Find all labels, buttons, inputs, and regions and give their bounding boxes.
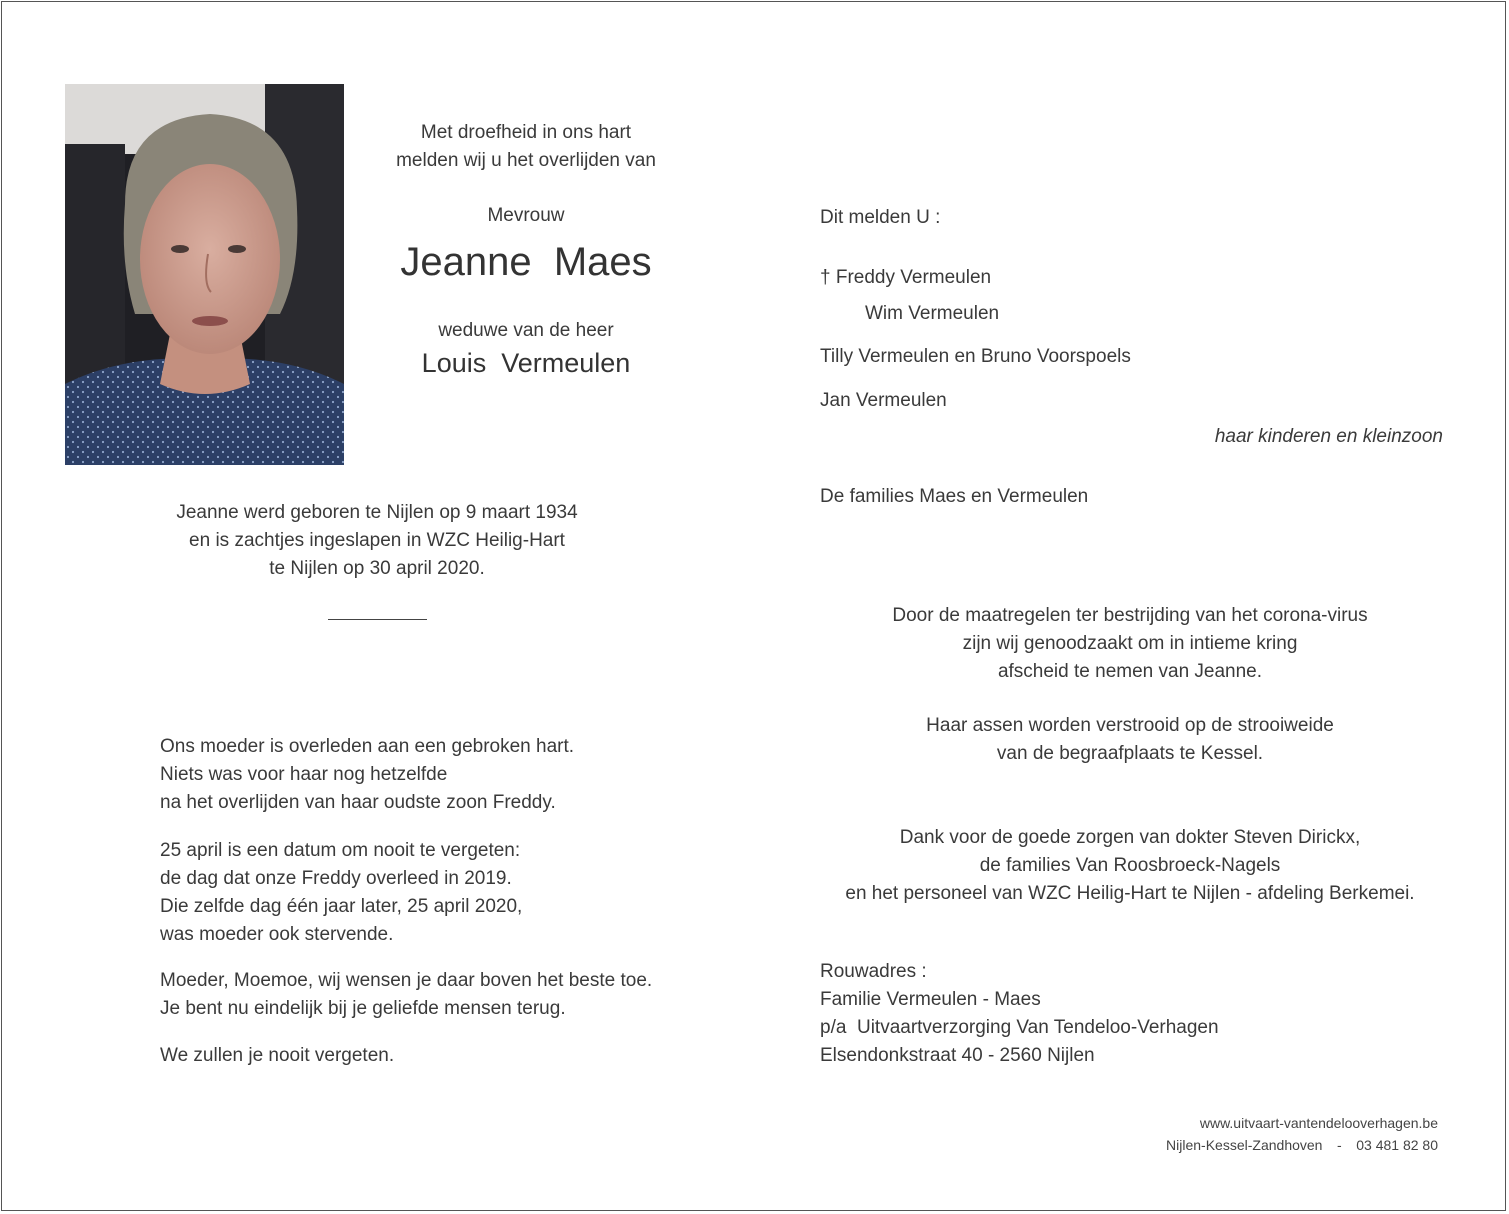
- footer-separator: -: [1337, 1137, 1342, 1153]
- notice-line: Dank voor de goede zorgen van dokter Steven Dirickx,: [899, 827, 1361, 848]
- relation-text: weduwe van de heer: [438, 320, 614, 341]
- poem-line: was moeder ook stervende.: [160, 924, 394, 945]
- poem-stanza-1: [160, 733, 574, 817]
- family-member: Tilly Vermeulen en Bruno Voorspoels: [820, 346, 1131, 367]
- poem-stanza-2: [160, 837, 522, 949]
- mourning-address: [820, 958, 1219, 1070]
- poem-line: Moeder, Moemoe, wij wensen je daar boven het beste toe.: [160, 970, 653, 991]
- poem-line: de dag dat onze Freddy overleed in 2019.: [160, 868, 512, 889]
- intro-text: [376, 119, 676, 175]
- address-line: Elsendonkstraat 40 - 2560 Nijlen: [820, 1045, 1095, 1066]
- poem-stanza-3: [160, 967, 652, 1023]
- address-line: p/a Uitvaartverzorging Van Tendeloo-Verhagen: [820, 1017, 1219, 1038]
- website-link[interactable]: www.uitvaart-vantendelooverhagen.be: [1199, 1115, 1438, 1131]
- poem-line: na het overlijden van haar oudste zoon Freddy.: [160, 792, 556, 813]
- intro-line-1: Met droefheid in ons hart: [420, 122, 632, 143]
- notice-line: van de begraafplaats te Kessel.: [996, 743, 1264, 764]
- birth-line: Jeanne werd geboren te Nijlen op 9 maart 1934: [176, 502, 578, 523]
- footer-locations: Nijlen-Kessel-Zandhoven: [1166, 1137, 1323, 1153]
- poem-line: Ons moeder is overleden aan een gebroken hart.: [160, 736, 575, 757]
- poem-line: Je bent nu eindelijk bij je geliefde mensen terug.: [160, 998, 566, 1019]
- family-member: Jan Vermeulen: [820, 390, 947, 411]
- poem-line: Niets was voor haar nog hetzelfde: [160, 764, 448, 785]
- footer-phone: 03 481 82 80: [1356, 1137, 1438, 1153]
- birth-info: [127, 499, 627, 583]
- birth-line: te Nijlen op 30 april 2020.: [269, 558, 485, 579]
- birth-line: en is zachtjes ingeslapen in WZC Heilig-Hart: [189, 530, 565, 551]
- poem-line: 25 april is een datum om nooit te vergeten:: [160, 840, 521, 861]
- family-member: † Freddy Vermeulen: [820, 267, 992, 288]
- families-line: De families Maes en Vermeulen: [820, 486, 1089, 507]
- deceased-name: Jeanne Maes: [400, 240, 652, 284]
- notice-line: de families Van Roosbroeck-Nagels: [979, 855, 1281, 876]
- notice-line: en het personeel van WZC Heilig-Hart te Nijlen - afdeling Berkemei.: [845, 883, 1415, 904]
- family-caption: haar kinderen en kleinzoon: [1214, 426, 1443, 447]
- notice-line: Haar assen worden verstrooid op de strooiweide: [926, 715, 1334, 736]
- intro-line-2: melden wij u het overlijden van: [396, 150, 656, 171]
- address-line: Familie Vermeulen - Maes: [820, 989, 1041, 1010]
- ashes-notice: [780, 712, 1480, 768]
- salutation: Mevrouw: [487, 205, 565, 226]
- footer-contact: [1166, 1135, 1438, 1155]
- family-member: Wim Vermeulen: [865, 303, 1000, 324]
- notice-line: Door de maatregelen ter bestrijding van het corona-virus: [892, 605, 1368, 626]
- thanks-notice: [780, 824, 1480, 908]
- poem-line: Die zelfde dag één jaar later, 25 april 2020,: [160, 896, 523, 917]
- notice-line: afscheid te nemen van Jeanne.: [997, 661, 1263, 682]
- spouse-name: Louis Vermeulen: [421, 348, 631, 378]
- address-line: Rouwadres :: [820, 961, 927, 982]
- corona-notice: [780, 602, 1480, 686]
- notice-line: zijn wij genoodzaakt om in intieme kring: [962, 633, 1298, 654]
- family-heading: Dit melden U :: [820, 207, 941, 228]
- divider-line: [328, 619, 427, 620]
- portrait-photo: [65, 84, 344, 465]
- poem-closing: We zullen je nooit vergeten.: [160, 1045, 395, 1066]
